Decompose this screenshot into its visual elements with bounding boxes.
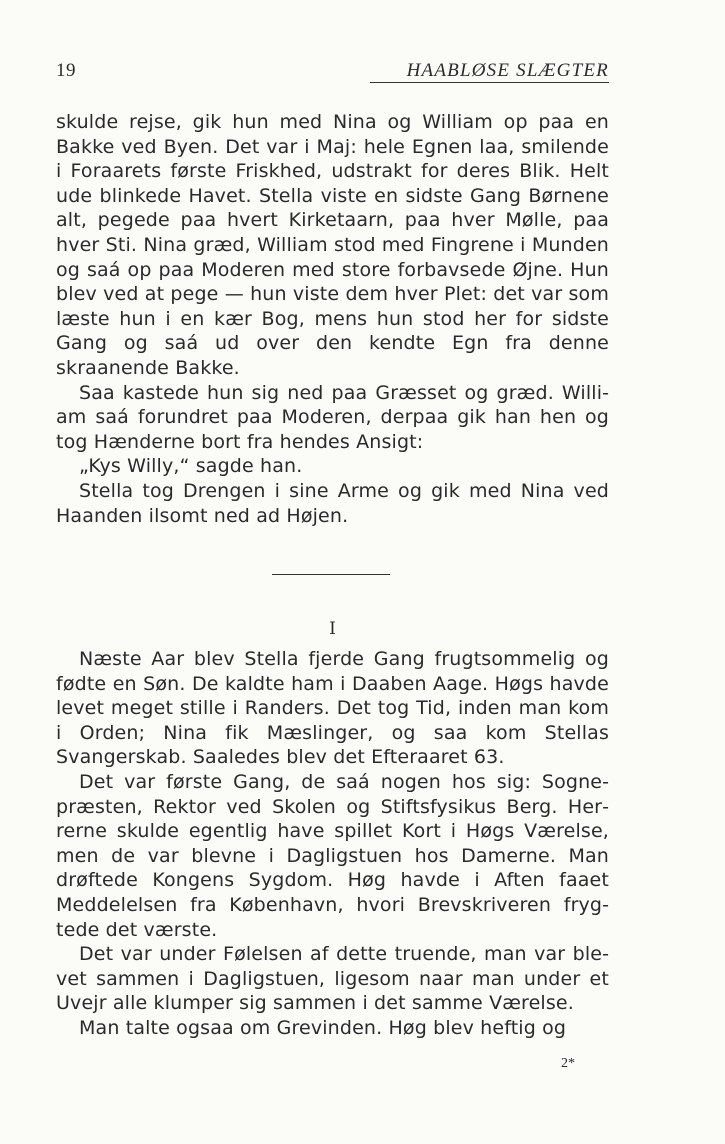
book-page: [56, 0, 609, 1144]
paragraph: Saa kastede hun sig ned paa Græsset og græd. William saá forundret paa Moderen, derpaa gik han hen og tog Hænderne bort fra hendes Ansigt:: [56, 381, 609, 453]
page-number: 19: [56, 60, 76, 81]
header-underline: [370, 82, 609, 83]
paragraph: skulde rejse, gik hun med Nina og William op paa en Bakke ved Byen. Det var i Maj: hele Egnen laa, smilende i Foraarets første Friskhed, udstrakt for deres Blik. Helt ude blinkede Havet. Stella viste en sidste Gang Børnene alt, pegede paa hvert Kirketaarn, paa hver Mølle, paa hver Sti. Nina græd, William stod med Fingrene i Munden og saá op paa Moderen med store forbavsede Øjne. Hun blev ved at pege — hun viste dem hver Plet: det var som læste hun i en kær Bog, mens hun stod her for sidste Gang og saá ud over den kendte Egn fra denne skraanende Bakke.: [56, 111, 609, 379]
paragraph: Man talte ogsaa om Grevinden. Høg blev heftig og: [79, 1016, 567, 1039]
paragraph: Det var første Gang, de saá nogen hos sig: Sognepræsten, Rektor ved Skolen og Stiftsfysikus Berg. Herrerne skulde egentlig have spillet Kort i Høgs Værelse, men de var blevne i Dagligstuen hos Damerne. Man drøftede Kongens Sygdom. Høg havde i Aften faaet Meddelelsen fra København, hvori Brevskriveren frygtede det værste.: [56, 770, 609, 941]
section-text: [56, 647, 609, 1041]
paragraph: „Kys Willy,“ sagde han.: [79, 455, 303, 478]
chapter-end-text: [56, 110, 609, 528]
paragraph: Det var under Følelsen af dette truende, man var blevet sammen i Dagligstuen, ligesom naar man under et Uvejr alle klumper sig sammen i det samme Værelse.: [56, 943, 609, 1015]
section-divider: [272, 574, 390, 575]
section-heading: I: [329, 619, 336, 639]
paragraph: Stella tog Drengen i sine Arme og gik med Nina ved Haanden ilsomt ned ad Højen.: [56, 479, 609, 527]
running-title: HAABLØSE SLÆGTER: [406, 60, 609, 81]
page-header: [56, 60, 609, 84]
printer-signature-mark: 2*: [561, 1056, 575, 1071]
paragraph: Næste Aar blev Stella fjerde Gang frugtsommelig og fødte en Søn. De kaldte ham i Daaben Aage. Høgs havde levet meget stille i Randers. Det tog Tid, inden man kom i Orden; Nina fik Mæslinger, og saa kom Stellas Svangerskab. Saaledes blev det Efteraaret 63.: [56, 648, 609, 769]
